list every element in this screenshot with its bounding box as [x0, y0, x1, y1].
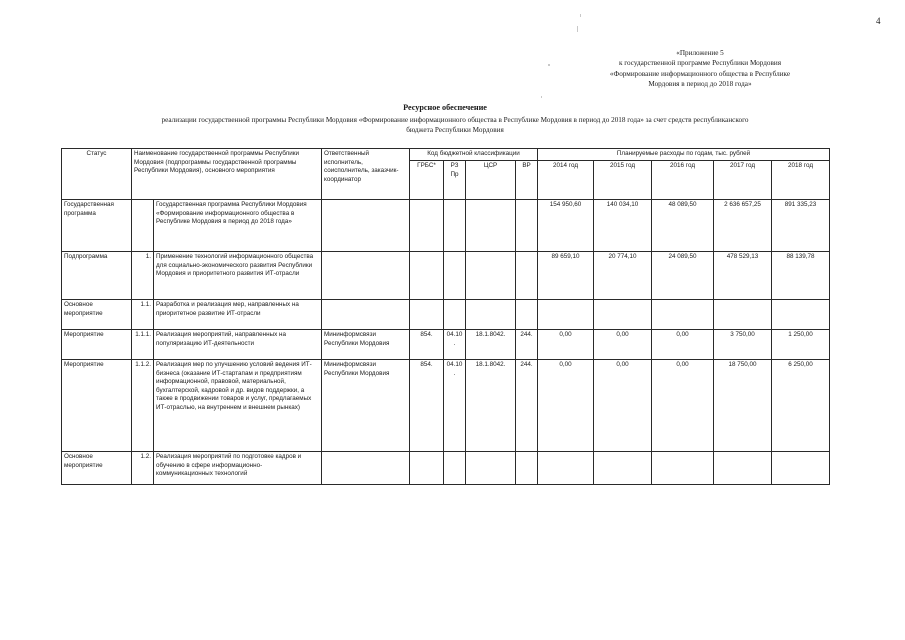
appendix-line: к государственной программе Республики Мордовия: [618, 59, 782, 68]
cell-csr: [466, 200, 516, 252]
cell-name: Реализация мер по улучшению условий ведения ИТ-бизнеса (оказание ИТ-стартапам и предприятиям информационной, правовой, материальной, бухгалтерской, кадровой и др. видов поддержки, а также в продвижении товаров и услуг, предлагаемых ИТ-отраслью, на внутреннем и внешнем рынках): [154, 360, 322, 452]
cell-value: 0,00: [652, 360, 714, 452]
cell-responsible: Мининформсвязи Республики Мордовия: [322, 360, 410, 452]
cell-value: 140 034,10: [594, 200, 652, 252]
cell-status: Основное мероприятие: [62, 300, 132, 330]
cell-value: 0,00: [538, 330, 594, 360]
header-status: Статус: [62, 149, 132, 200]
cell-code: 1.1.1.: [132, 330, 154, 360]
header-year: 2014 год: [538, 161, 594, 200]
table-row: [62, 200, 830, 252]
cell-responsible: Мининформсвязи Республики Мордовия: [322, 330, 410, 360]
cell-value: 891 335,23: [772, 200, 830, 252]
header-year: 2018 год: [772, 161, 830, 200]
cell-csr: [466, 252, 516, 300]
cell-value: 18 750,00: [714, 360, 772, 452]
resource-table: [61, 148, 830, 485]
cell-value: 24 089,50: [652, 252, 714, 300]
scan-artifact: [580, 14, 581, 17]
header-csr: ЦСР: [466, 161, 516, 200]
cell-vr: [516, 252, 538, 300]
scan-artifact: [577, 26, 578, 32]
cell-responsible: [322, 300, 410, 330]
header-grbs: ГРБС*: [410, 161, 444, 200]
cell-value: 3 750,00: [714, 330, 772, 360]
cell-value: [714, 452, 772, 485]
cell-responsible: [322, 200, 410, 252]
document-title: Ресурсное обеспечение: [403, 103, 487, 112]
cell-responsible: [322, 452, 410, 485]
appendix-line: Мордовия в период до 2018 года»: [648, 80, 752, 89]
cell-grbs: [410, 300, 444, 330]
header-rz-pr: РЗ Пр: [444, 161, 466, 200]
cell-rz-pr: [444, 300, 466, 330]
cell-csr: 18.1.8042.: [466, 330, 516, 360]
cell-vr: 244.: [516, 330, 538, 360]
cell-value: 20 774,10: [594, 252, 652, 300]
page-number: 4: [876, 16, 881, 26]
cell-rz-pr: [444, 200, 466, 252]
scan-artifact: [548, 64, 550, 66]
cell-value: 89 659,10: [538, 252, 594, 300]
cell-value: [772, 300, 830, 330]
cell-status: Мероприятие: [62, 330, 132, 360]
cell-value: [594, 300, 652, 330]
table-row: [62, 300, 830, 330]
cell-value: [652, 452, 714, 485]
cell-code: 1.1.: [132, 300, 154, 330]
header-vr: ВР: [516, 161, 538, 200]
cell-value: [714, 300, 772, 330]
cell-csr: [466, 452, 516, 485]
header-year: 2017 год: [714, 161, 772, 200]
cell-value: [594, 452, 652, 485]
cell-status: Подпрограмма: [62, 252, 132, 300]
cell-code: 1.1.2.: [132, 360, 154, 452]
cell-code: [132, 200, 154, 252]
cell-status: Мероприятие: [62, 360, 132, 452]
cell-code: 1.: [132, 252, 154, 300]
cell-value: 0,00: [538, 360, 594, 452]
subtitle-line: реализации государственной программы Республики Мордовия «Формирование информационного общества в Республике Мордовия в период до 2018 года» за счет средств республиканского: [161, 116, 749, 124]
cell-vr: 244.: [516, 360, 538, 452]
table-row: [62, 360, 830, 452]
cell-value: 88 139,78: [772, 252, 830, 300]
cell-grbs: 854.: [410, 360, 444, 452]
header-budget-code: Код бюджетной классификации: [410, 149, 538, 161]
cell-value: 478 529,13: [714, 252, 772, 300]
header-year: 2015 год: [594, 161, 652, 200]
cell-status: Основное мероприятие: [62, 452, 132, 485]
header-row: [62, 149, 830, 161]
cell-rz-pr: [444, 252, 466, 300]
cell-name: Реализация мероприятий по подготовке кадров и обучению в сфере информационно-коммуникационных технологий: [154, 452, 322, 485]
cell-name: Применение технологий информационного общества для социально-экономического развития Республики Мордовия и приоритетного развития ИТ-отрасли: [154, 252, 322, 300]
cell-value: 0,00: [594, 330, 652, 360]
cell-value: 48 089,50: [652, 200, 714, 252]
scan-artifact: [541, 96, 542, 98]
cell-vr: [516, 300, 538, 330]
cell-value: [772, 452, 830, 485]
table-row: [62, 252, 830, 300]
appendix-line: «Формирование информационного общества в Республике: [609, 69, 791, 78]
cell-value: 0,00: [594, 360, 652, 452]
table-row: [62, 452, 830, 485]
cell-grbs: [410, 252, 444, 300]
header-name: Наименование государственной программы Республики Мордовия (подпрограммы государственной программы Республики Мордовия), основного мероприятия: [132, 149, 322, 200]
subtitle-line: бюджета Республики Мордовия: [406, 126, 504, 134]
cell-name: Разработка и реализация мер, направленных на приоритетное развитие ИТ-отрасли: [154, 300, 322, 330]
cell-vr: [516, 200, 538, 252]
cell-rz-pr: [444, 452, 466, 485]
header-responsible: Ответственный исполнитель, соисполнитель, заказчик-координатор: [322, 149, 410, 200]
cell-name: Реализация мероприятий, направленных на популяризацию ИТ-деятельности: [154, 330, 322, 360]
cell-value: 154 950,60: [538, 200, 594, 252]
cell-value: 2 636 657,25: [714, 200, 772, 252]
cell-value: [652, 300, 714, 330]
cell-grbs: [410, 452, 444, 485]
cell-grbs: [410, 200, 444, 252]
table-row: [62, 330, 830, 360]
cell-value: 0,00: [652, 330, 714, 360]
cell-code: 1.2.: [132, 452, 154, 485]
appendix-note: [560, 48, 840, 90]
cell-rz-pr: 04.10.: [444, 360, 466, 452]
header-year: 2016 год: [652, 161, 714, 200]
cell-csr: [466, 300, 516, 330]
cell-responsible: [322, 252, 410, 300]
cell-value: [538, 452, 594, 485]
cell-csr: 18.1.8042.: [466, 360, 516, 452]
document-subtitle: [80, 115, 830, 135]
cell-value: [538, 300, 594, 330]
cell-value: 1 250,00: [772, 330, 830, 360]
cell-value: 6 250,00: [772, 360, 830, 452]
appendix-line: «Приложение 5: [676, 49, 724, 57]
header-planned: Планируемые расходы по годам, тыс. рублей: [538, 149, 830, 161]
cell-rz-pr: 04.10.: [444, 330, 466, 360]
cell-vr: [516, 452, 538, 485]
cell-grbs: 854.: [410, 330, 444, 360]
cell-status: Государственная программа: [62, 200, 132, 252]
cell-name: Государственная программа Республики Мордовия «Формирование информационного общества в Республике Мордовия в период до 2018 года»: [154, 200, 322, 252]
